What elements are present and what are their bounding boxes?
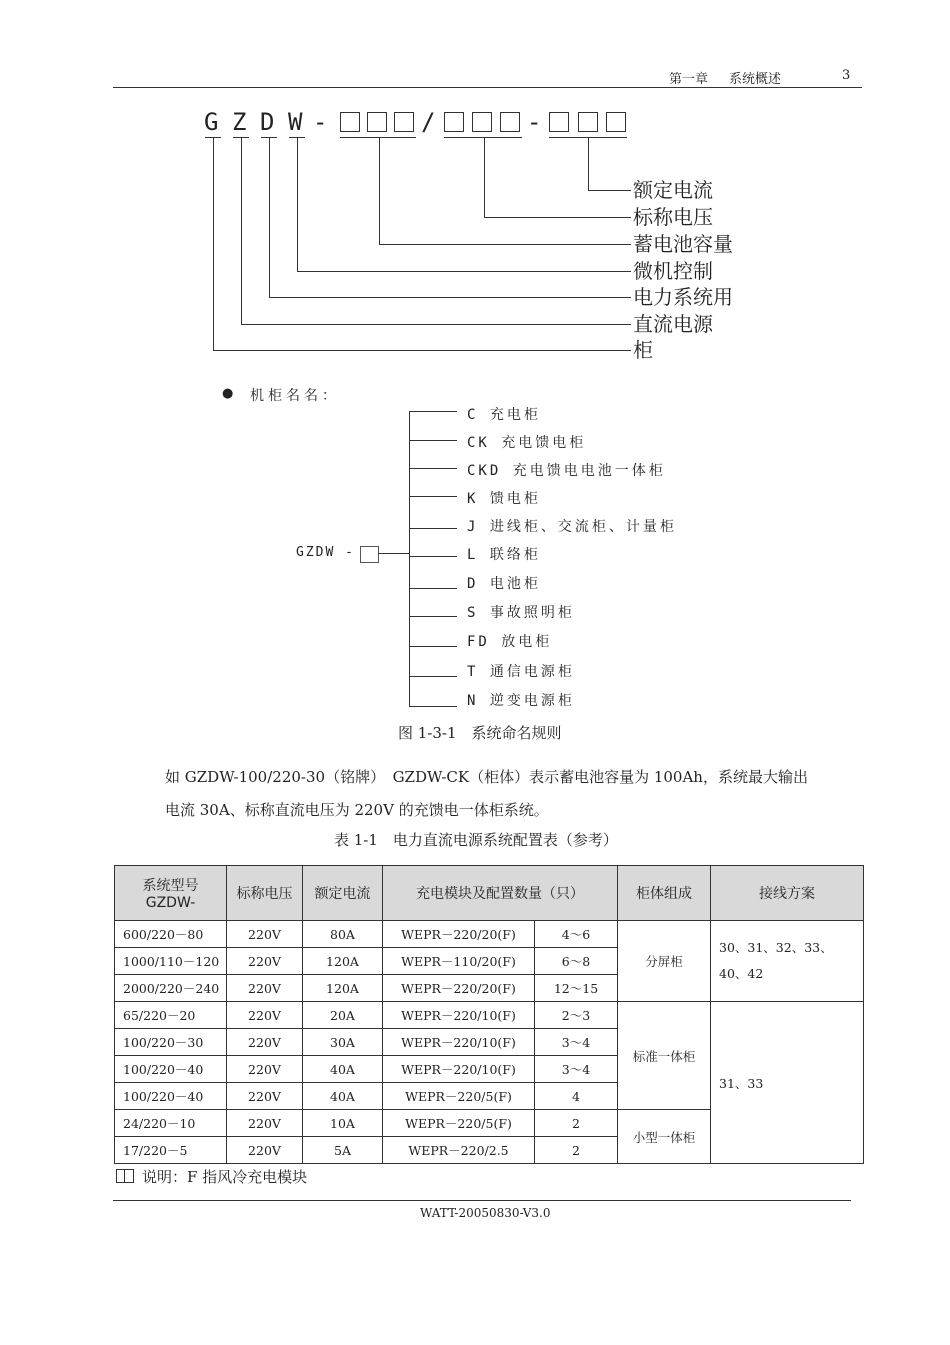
cabinet-prefix-box: [360, 546, 379, 563]
code-box: [500, 112, 520, 132]
code-letter-g: G: [204, 108, 219, 136]
label-power-system: 电力系统用: [633, 285, 733, 309]
table-caption: 表 1-1 电力直流电源系统配置表（参考）: [334, 831, 618, 849]
table-row: 100/220－30 220V 30A WEPR－220/10(F) 3～4: [115, 1029, 864, 1056]
code-box: [367, 112, 387, 132]
cabinet-group-small: 小型一体柜: [618, 1110, 711, 1164]
table-row: 600/220－80 220V 80A WEPR－220/20(F) 4～6 分屏柜 30、31、32、33、40、42: [115, 921, 864, 948]
cabinet-item: K 馈电柜: [467, 491, 541, 507]
code-dash-1: -: [313, 108, 328, 136]
cabinet-item: T 通信电源柜: [467, 664, 575, 680]
header-section: 系统概述: [729, 72, 782, 87]
cabinet-item: CK 充电馈电柜: [467, 435, 587, 451]
code-box: [472, 112, 492, 132]
footer-doc-id: WATT-20050830-V3.0: [420, 1206, 551, 1220]
note-text: 说明：F 指风冷充电模块: [142, 1168, 308, 1186]
col-header-wiring: 接线方案: [711, 866, 864, 921]
cabinet-item: S 事故照明柜: [467, 605, 575, 621]
label-rated-current: 额定电流: [633, 178, 713, 202]
table-row: 1000/110－120 220V 120A WEPR－110/20(F) 6～8: [115, 948, 864, 975]
wiring-group-2: 31、33: [711, 1002, 864, 1164]
footer-rule: [113, 1200, 851, 1201]
table-row: 65/220－20 220V 20A WEPR－220/10(F) 2～3 标准一体柜 31、33: [115, 1002, 864, 1029]
code-box: [394, 112, 414, 132]
code-letter-d: D: [260, 108, 275, 136]
cabinet-item: L 联络柜: [467, 547, 541, 563]
config-table: [114, 865, 864, 1164]
code-box: [444, 112, 464, 132]
code-box: [340, 112, 360, 132]
code-box: [549, 112, 569, 132]
label-battery-capacity: 蓄电池容量: [633, 232, 733, 256]
col-header-model: 系统型号 GZDW-: [115, 866, 227, 921]
cabinet-item: J 进线柜、交流柜、计量柜: [467, 519, 677, 535]
col-header-module: 充电模块及配置数量（只）: [383, 866, 618, 921]
table-row: 17/220－5 220V 5A WEPR－220/2.5 2: [115, 1137, 864, 1164]
col-header-current: 额定电流: [303, 866, 383, 921]
code-box: [578, 112, 598, 132]
bullet-icon: ●: [222, 386, 234, 401]
label-cabinet: 柜: [633, 338, 653, 362]
table-row: 100/220－40 220V 40A WEPR－220/5(F) 4: [115, 1083, 864, 1110]
header-chapter: 第一章: [669, 72, 709, 87]
paragraph-line-1: 如 GZDW-100/220-30（铭牌） GZDW-CK（柜体）表示蓄电池容量为 100Ah，系统最大输出: [165, 768, 808, 786]
table-row: 2000/220－240 220V 120A WEPR－220/20(F) 12～15: [115, 975, 864, 1002]
cabinet-group-standard: 标准一体柜: [618, 1002, 711, 1110]
cabinet-naming-heading: 机柜名名：: [250, 388, 340, 404]
figure-caption: 图 1-3-1 系统命名规则: [398, 724, 562, 742]
code-letter-z: Z: [232, 108, 247, 136]
col-header-cabinet: 柜体组成: [618, 866, 711, 921]
cabinet-item: N 逆变电源柜: [467, 693, 575, 709]
table-header-row: [115, 866, 864, 921]
note: [116, 1166, 307, 1187]
page-number: 3: [842, 68, 851, 83]
table-row: 24/220－10 220V 10A WEPR－220/5(F) 2 小型一体柜: [115, 1110, 864, 1137]
cabinet-item: CKD 充电馈电电池一体柜: [467, 463, 666, 479]
cabinet-item: FD 放电柜: [467, 634, 553, 650]
code-slash: /: [421, 108, 436, 136]
book-icon: [116, 1169, 134, 1183]
cabinet-item: D 电池柜: [467, 576, 541, 592]
table-row: 100/220－40 220V 40A WEPR－220/10(F) 3～4: [115, 1056, 864, 1083]
cabinet-group-split: 分屏柜: [618, 921, 711, 1002]
paragraph-line-2: 电流 30A、标称直流电压为 220V 的充馈电一体柜系统。: [165, 801, 549, 819]
label-micro-control: 微机控制: [633, 259, 713, 283]
code-dash-2: -: [527, 108, 542, 136]
label-nominal-voltage: 标称电压: [633, 205, 713, 229]
cabinet-item: C 充电柜: [467, 407, 541, 423]
code-letter-w: W: [288, 108, 303, 136]
header-rule: [113, 87, 862, 88]
cabinet-prefix: GZDW -: [296, 545, 355, 560]
wiring-group-1: 30、31、32、33、40、42: [711, 921, 864, 1002]
label-dc-power: 直流电源: [633, 312, 713, 336]
code-box: [606, 112, 626, 132]
col-header-voltage: 标称电压: [227, 866, 303, 921]
